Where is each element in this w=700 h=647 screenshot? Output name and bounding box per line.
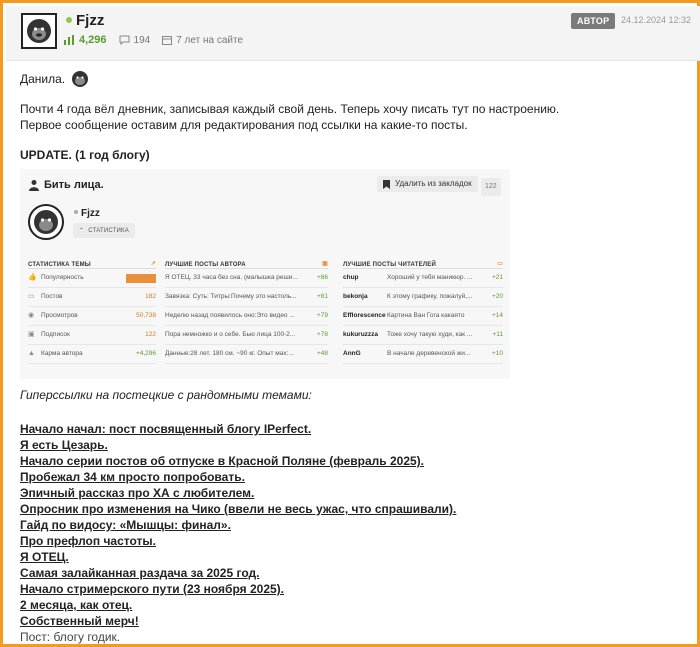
author-avatar[interactable] [21,13,57,49]
post-header [6,6,700,61]
author-best-posts-header: ЛУЧШИЕ ПОСТЫ АВТОРА ▣ [165,257,328,269]
bookmark-icon [383,180,390,189]
gorilla-avatar-icon [32,208,60,236]
stat-row: ▲ Карма автора +4,296 [28,345,156,364]
chart-icon: ↗ [150,261,156,267]
embed-username: Fjzz [81,208,100,219]
stat-row: ▭ Постов 182 [28,288,156,307]
remove-bookmark-label: Удалить из закладок [395,179,472,188]
stat-row: ▣ Подписок 122 [28,326,156,345]
author-stats [64,34,255,46]
stats-button-label: СТАТИСТИКА [88,227,129,234]
comment-icon [119,35,130,45]
reader-post-row[interactable]: AnnG В начале деревенской жи... +10 [343,345,503,364]
post-link[interactable]: Собственный мерч! [20,614,139,628]
post-content [20,69,680,645]
post-link[interactable]: Я есть Цезарь. [20,438,108,452]
intro-line-2: Первое сообщение оставим для редактирования под ссылки на какие-то посты. [20,118,468,132]
reader-best-posts-column [343,257,503,364]
reader-post-row[interactable]: chup Хороший у тебя маникюр. ... +21 [343,269,503,288]
calendar-icon [162,35,172,45]
eye-icon: ◉ [28,312,35,319]
comments-stat [119,35,151,46]
years-on-site: 7 лет на сайте [176,34,244,46]
post-link[interactable]: 2 месяца, как отец. [20,598,133,612]
author-badge: АВТОР [571,13,615,29]
gorilla-avatar-icon [25,17,53,45]
author-post-row[interactable]: Я ОТЕЦ. 33 часа без сна. (малышка реши... +86 [165,269,328,288]
posts-icon: ▭ [28,293,35,300]
update-heading: UPDATE. (1 год блогу) [20,148,150,162]
reader-best-posts-header: ЛУЧШИЕ ПОСТЫ ЧИТАТЕЛЕЙ ▭ [343,257,503,269]
remove-bookmark-button[interactable] [377,176,478,192]
post-link[interactable]: Начало стримерского пути (23 ноября 2025). [20,582,285,596]
greeting-text: Данила. [20,72,66,86]
reader-post-row[interactable]: kukuruzzza Тоже хочу такую худи, как ... +11 [343,326,503,345]
intro-paragraph [20,101,680,133]
gorilla-emoji-icon [71,70,89,88]
post-link[interactable]: Я ОТЕЦ. [20,550,69,564]
post-date: 24.12.2024 12:32 [621,15,692,25]
author-post-row[interactable]: Неделю назад появилось оно:Это видео ... +79 [165,307,328,326]
bookmark-count: 122 [481,178,501,196]
comment-icon: ▭ [497,261,503,267]
post-link[interactable]: Начало серии постов об отпуске в Красной Поляне (февраль 2025). [20,454,425,468]
topic-stats-column [28,257,156,364]
embed-avatar [28,204,64,240]
post-link[interactable]: Начало начал: пост посвященный блогу IPerfect. [20,422,312,436]
author-post-row[interactable]: Данные:28 лет. 180 см. ~90 кг. Опыт мах:... +48 [165,345,328,364]
online-status-dot [66,17,72,23]
post-footer-text: Пост: блогу годик. [20,630,121,644]
karma-icon: ▲ [28,350,35,357]
hyperlinks-intro: Гиперссылки на постецкие с рандомными темами: [20,388,312,402]
post-links-list [20,421,680,645]
stat-row: 👍 Популярность [28,269,156,288]
greeting-line [20,69,680,89]
rating-value: 4,296 [79,34,107,46]
embed-title [28,177,104,193]
reader-post-row[interactable]: bekonja К этому графику, пожалуй,... +20 [343,288,503,307]
post-link[interactable]: Пробежал 34 км просто попробовать. [20,470,245,484]
author-post-row[interactable]: Пора немножко и о себе. Бью лица 100-2... +78 [165,326,328,345]
topic-stats-header: СТАТИСТИКА ТЕМЫ ↗ [28,257,156,269]
blog-screenshot [20,169,510,379]
years-stat [162,35,243,46]
chevron-up-icon: ⌃ [79,227,85,234]
subscriptions-icon: ▣ [28,331,35,338]
embed-title-text: Бить лица. [44,179,104,191]
popularity-bar [126,274,156,283]
comments-count: 194 [133,34,151,46]
author-post-row[interactable]: Завязка: Суть: Титры:Почему это настоль... +81 [165,288,328,307]
post-link[interactable]: Опросник про изменения на Чико (ввели не весь ужас, что спрашивали). [20,502,457,516]
post-link[interactable]: Про префлоп частоты. [20,534,156,548]
rating-bars-icon [64,35,75,45]
intro-line-1: Почти 4 года вёл дневник, записывая каждый свой день. Теперь хочу писать тут по настроению. [20,102,560,116]
author-username[interactable]: Fjzz [76,12,105,29]
like-icon: 👍 [28,274,37,281]
author-best-posts-column [165,257,328,364]
post-link[interactable]: Самая залайканная раздача за 2025 год. [20,566,260,580]
reader-post-row[interactable]: Efflorescence Картина Ван Гога какаято +14 [343,307,503,326]
rating-stat [64,34,107,46]
stats-button[interactable] [73,223,135,238]
image-icon: ▣ [322,261,328,267]
embed-status-dot [74,210,78,214]
post-link[interactable]: Гайд по видосу: «Мышцы: финал». [20,518,231,532]
stat-row: ◉ Просмотров 50,738 [28,307,156,326]
post-link[interactable]: Эпичный рассказ про ХА с любителем. [20,486,255,500]
person-icon [28,179,40,191]
